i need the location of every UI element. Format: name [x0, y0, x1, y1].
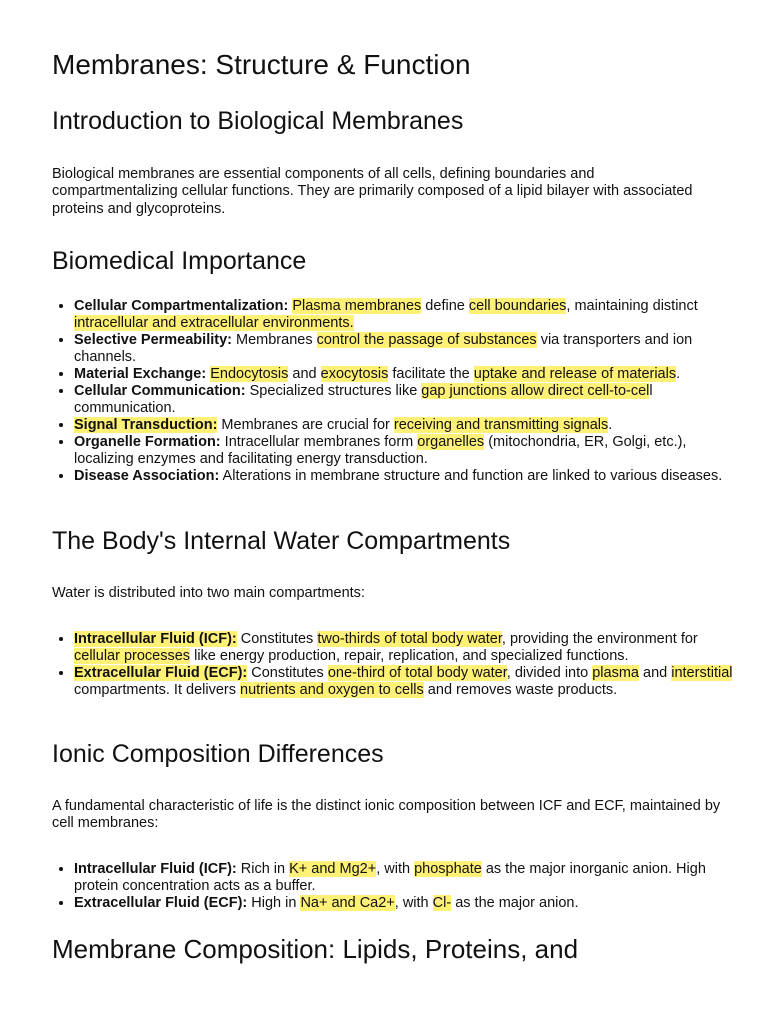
highlighted-text: Na+ and Ca2+: [300, 895, 395, 911]
list-item: [74, 895, 744, 912]
biomedical-list: [52, 298, 744, 485]
list-item: [74, 861, 744, 895]
list-item-text: Specialized structures like: [245, 383, 422, 399]
highlighted-text: uptake and release of materials: [473, 366, 677, 382]
highlighted-text: plasma: [592, 665, 639, 681]
water-paragraph: Water is distributed into two main compartments:: [52, 585, 365, 601]
highlighted-text: Endocytosis: [210, 366, 289, 382]
list-item-text: .: [608, 417, 613, 433]
highlighted-text: interstitial: [671, 665, 733, 681]
list-item-text: Constitutes: [236, 631, 318, 647]
highlighted-text: K+ and Mg2+: [289, 861, 377, 877]
list-item-text: , with: [376, 861, 415, 877]
highlighted-text: gap junctions allow direct cell-to-cel: [421, 383, 650, 399]
list-item: [74, 665, 744, 699]
list-item-term: Cellular Communication:: [74, 383, 246, 399]
list-item: [74, 366, 744, 383]
highlighted-text: receiving and transmitting signals: [393, 417, 609, 433]
section-heading-biomedical: Biomedical Importance: [52, 247, 307, 275]
highlighted-text: cell boundaries: [468, 298, 567, 314]
list-item-text: Alterations in membrane structure and function are linked to various diseases.: [219, 468, 723, 484]
list-item-term: Signal Transduction:: [74, 417, 218, 433]
intro-paragraph: Biological membranes are essential components of all cells, defining boundaries and compartmentalizing cellular functions. They are primarily composed of a lipid bilayer with associated proteins and glycoproteins.: [52, 166, 693, 217]
section-heading-intro: Introduction to Biological Membranes: [52, 107, 464, 135]
water-list: [52, 631, 744, 699]
list-item-term: Intracellular Fluid (ICF):: [74, 631, 237, 647]
list-item-term: Organelle Formation:: [74, 434, 221, 450]
list-item-term: Material Exchange:: [74, 366, 207, 382]
list-item-text: facilitate the: [388, 366, 474, 382]
list-item-text: and removes waste products.: [423, 682, 618, 698]
list-item-text: , maintaining distinct: [566, 298, 698, 314]
list-item-text: and: [638, 665, 672, 681]
list-item-text: , divided into: [506, 665, 593, 681]
highlighted-text: one-third of total body water: [327, 665, 507, 681]
list-item-text: l communication.: [74, 383, 653, 416]
section-heading-composition: Membrane Composition: Lipids, Proteins, and: [52, 934, 579, 964]
list-item: [74, 298, 744, 332]
list-item-term: Extracellular Fluid (ECF):: [74, 665, 248, 681]
list-item: [74, 417, 744, 434]
list-item-text: Rich in: [236, 861, 290, 877]
list-item-text: Intracellular membranes form: [220, 434, 418, 450]
section-heading-water: The Body's Internal Water Compartments: [52, 527, 511, 555]
list-item-text: Membranes: [231, 332, 317, 348]
highlighted-text: exocytosis: [320, 366, 389, 382]
list-item-text: , with: [394, 895, 433, 911]
ionic-paragraph: A fundamental characteristic of life is the distinct ionic composition between ICF and ECF, maintained by cell membranes:: [52, 798, 721, 832]
list-item: [74, 383, 744, 417]
list-item: [74, 434, 744, 468]
list-item-text: define: [421, 298, 469, 314]
section-heading-ionic: Ionic Composition Differences: [52, 740, 384, 768]
list-item-term: Cellular Compartmentalization:: [74, 298, 289, 314]
list-item-text: Constitutes: [247, 665, 328, 681]
list-item-term: Intracellular Fluid (ICF):: [74, 861, 237, 877]
list-item-text: , providing the environment for: [501, 631, 698, 647]
highlighted-text: Plasma membranes: [292, 298, 422, 314]
highlighted-text: phosphate: [414, 861, 482, 877]
highlighted-text: control the passage of substances: [316, 332, 537, 348]
list-item-text: .: [676, 366, 681, 382]
list-item-text: as the major anion.: [451, 895, 579, 911]
list-item-term: Extracellular Fluid (ECF):: [74, 895, 248, 911]
list-item-term: Selective Permeability:: [74, 332, 232, 348]
highlighted-text: two-thirds of total body water: [317, 631, 502, 647]
page-title: Membranes: Structure & Function: [52, 49, 471, 80]
list-item-text: like energy production, repair, replication, and specialized functions.: [190, 648, 629, 664]
list-item-text: (mitochondria, ER, Golgi, etc.), localizing enzymes and facilitating energy transduction.: [74, 434, 687, 467]
list-item: [74, 332, 744, 366]
highlighted-text: cellular processes: [74, 648, 191, 664]
highlighted-text: organelles: [417, 434, 485, 450]
ionic-list: [52, 861, 744, 912]
highlighted-text: Cl-: [432, 895, 452, 911]
list-item-text: High in: [247, 895, 301, 911]
list-item: [74, 468, 744, 485]
list-item-text: via transporters and ion channels.: [74, 332, 693, 365]
list-item-text: Membranes are crucial for: [217, 417, 394, 433]
highlighted-text: nutrients and oxygen to cells: [240, 682, 424, 698]
list-item-text: compartments. It delivers: [74, 682, 240, 698]
list-item-text: as the major inorganic anion. High protein concentration acts as a buffer.: [74, 861, 706, 894]
highlighted-text: intracellular and extracellular environments.: [74, 315, 354, 331]
list-item: [74, 631, 744, 665]
list-item-term: Disease Association:: [74, 468, 220, 484]
list-item-text: and: [288, 366, 321, 382]
